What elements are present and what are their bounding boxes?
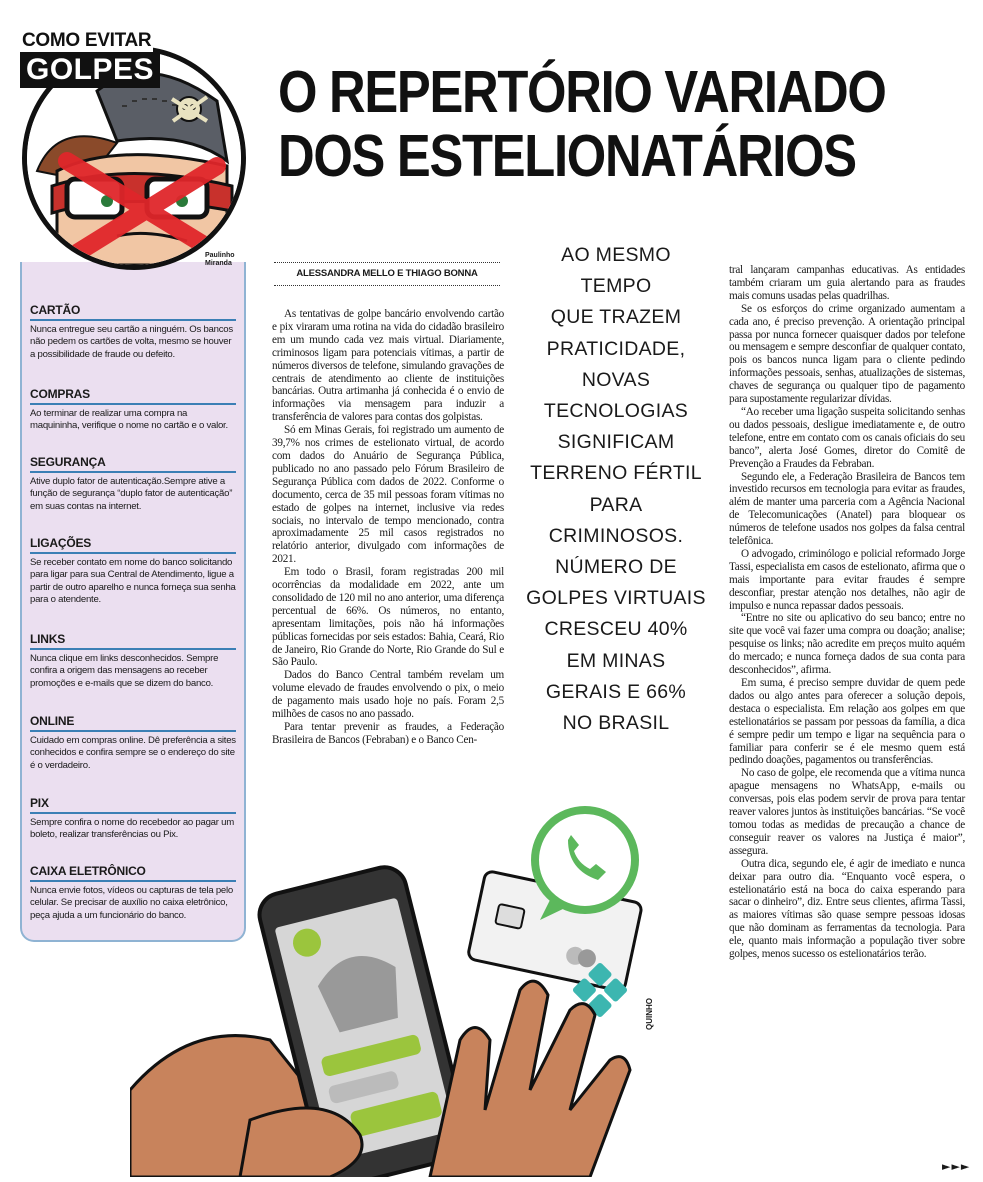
headline-line1: O REPERTÓRIO VARIADO — [278, 59, 886, 125]
tip-title: PIX — [30, 796, 236, 814]
pull-quote-line: EM MINAS — [566, 649, 666, 672]
tip-text: Ao terminar de realizar uma compra na maquininha, verifique o nome no cartão e o valor. — [30, 408, 228, 432]
tip-text: Cuidado em compras online. Dê preferência a sites conhecidos e confira sempre se o endereço do site é o verdadeiro. — [30, 735, 236, 771]
article-column-3 — [729, 264, 965, 961]
pull-quote-line: CRESCEU 40% — [544, 618, 688, 641]
paragraph: “Ao receber uma ligação suspeita solicitando senhas ou dados pessoais, desligue imediatamente e, de outro telefone, entre em contato com os canais oficiais do seu banco”, alerta José Gomes, diretor do Comitê de Prevenção a Fraudes da Febraban. — [729, 405, 965, 470]
tip-text: Sempre confira o nome do recebedor ao pagar um boleto, realizar transferências ou Pix. — [30, 817, 234, 841]
pull-quote — [518, 240, 714, 739]
tip-links — [30, 632, 236, 690]
continue-arrows-icon: ►►► — [942, 1160, 971, 1173]
tip-cartao — [30, 303, 236, 361]
pull-quote-line: SIGNIFICAM — [557, 431, 675, 454]
paragraph: Em suma, é preciso sempre duvidar de quem pede dados ou algo antes para oferecer a solução depois, destaca o especialista. Em relação aos golpes em que estelionatários se passam por pessoas da família, a dica é sempre pedir um tempo e ligar na sequência para o familiar para conferir se é ele mesmo quem está pedindo doações, pagamentos ou transferências. — [729, 677, 965, 767]
tip-seguranca — [30, 455, 236, 513]
tip-title: CAIXA ELETRÔNICO — [30, 864, 236, 882]
pull-quote-line: NÚMERO DE — [555, 556, 677, 579]
pull-quote-line: PARA — [589, 493, 643, 516]
tip-title: ONLINE — [30, 714, 236, 732]
pull-quote-line: GOLPES VIRTUAIS — [526, 587, 706, 610]
tip-title: LINKS — [30, 632, 236, 650]
paragraph: As tentativas de golpe bancário envolvendo cartão e pix viraram uma rotina na vida do cidadão brasileiro em um mundo cada vez mais virtual. Diariamente, criminosos ligam para potenciais vítimas, a partir de números diversos de telefone, simulando gravações de centrais de atendimento ao cliente de instituições bancárias. Outra artimanha já conhecida é o envio de informações via mensagem para induzir a transferência de valores para contas dos golpistas. — [272, 308, 504, 424]
pull-quote-line: TEMPO — [580, 275, 652, 298]
paragraph: tral lançaram campanhas educativas. As entidades também criaram um guia alertando para as fraudes mais comuns usadas pelas quadrilhas. — [729, 264, 965, 302]
pull-quote-line: TECNOLOGIAS — [543, 400, 689, 423]
tip-compras — [30, 387, 236, 433]
paragraph: Segundo ele, a Federação Brasileira de Bancos tem investido recursos em tecnologia para evitar as fraudes, além de manter uma parceria com a Agência Nacional de Telecomunicações (Anatel) para bloquear os números de telefone usados nos golpes da falsa central telefônica. — [729, 470, 965, 548]
illustrator-credit-line2: Miranda — [205, 260, 232, 267]
tip-text: Se receber contato em nome do banco solicitando para ligar para sua Central de Atendimento, ligue a partir de outro aparelho e nunca forneça sua senha para o atendente. — [30, 557, 236, 606]
pull-quote-line: QUE TRAZEM — [550, 306, 682, 329]
tip-online — [30, 714, 236, 772]
paragraph: Em todo o Brasil, foram registradas 200 mil ocorrências da modalidade em 2022, ante um consolidado de 120 mil no ano anterior, uma diferença percentual de 66%. Os números, no entanto, apresentam limitações, pois não há informações públicas fornecidas por seis estados: Bahia, Ceará, Rio de Janeiro, Rio Grande do Norte, Rio Grande do Sul e São Paulo. — [272, 566, 504, 669]
phone-scam-illustration — [130, 790, 730, 1177]
pull-quote-line: NOVAS — [581, 368, 651, 391]
headline-line2: DOS ESTELIONATÁRIOS — [278, 123, 856, 189]
pull-quote-line: NO BRASIL — [562, 712, 670, 735]
paragraph: Se os esforços do crime organizado aumentam a cada ano, é preciso prevenção. A orientação principal passa por nunca fornecer quaisquer dados por telefone ou mensagem e sempre desconfiar de qualquer contato, pois os bancos nunca ligam para o cliente pedindo informações pessoais, senhas, atualizações de sistemas, chaves de segurança ou qualquer tipo de pagamento para supostamente regularizar dívidas. — [729, 302, 965, 406]
tip-text: Nunca clique em links desconhecidos. Sempre confira a origem das mensagens ao receber promoções e e-mails que se dizem do banco. — [30, 653, 219, 689]
article-column-1 — [272, 308, 504, 747]
paragraph: Dados do Banco Central também revelam um volume elevado de fraudes envolvendo o pix, o meio de pagamento mais usado hoje no país. Foram 2,5 milhões de casos no ano passado. — [272, 669, 504, 721]
headline — [278, 59, 886, 189]
tip-title: SEGURANÇA — [30, 455, 236, 473]
tip-title: COMPRAS — [30, 387, 236, 405]
tip-text: Nunca envie fotos, vídeos ou capturas de tela pelo celular. Se precisar de auxílio no caixa eletrônico, peça ajuda a um funcionário do banco. — [30, 885, 233, 921]
tip-ligacoes — [30, 536, 236, 607]
pull-quote-line: PRATICIDADE, — [546, 337, 686, 360]
illustration-signature: QUINHO — [645, 998, 654, 1030]
paragraph: Outra dica, segundo ele, é agir de imediato e nunca deixar para outro dia. “Enquanto você espera, o estelionatário está na boca do caixa esperando para sacar o dinheiro”, diz. Entre seus clientes, afirma Tassi, as maiores vítimas são quase sempre pessoas idosas que não dominam as ferramentas da tecnologia. Para ele, quanto mais informação a população tiver sobre golpes, menos sucesso os estelionatários terão. — [729, 857, 965, 961]
pull-quote-line: TERRENO FÉRTIL — [530, 462, 702, 485]
pull-quote-line: AO MESMO — [561, 244, 671, 266]
paragraph: O advogado, criminólogo e policial reformado Jorge Tassi, especialista em casos de estelionato, afirma que o mais importante para evitar fraudes é sempre desconfiar, prestar atenção nos detalhes, não agir de impulso e nunca repassar dados pessoais. — [729, 547, 965, 612]
section-tag — [20, 30, 160, 88]
byline: ALESSANDRA MELLO E THIAGO BONNA — [274, 262, 500, 286]
illustrator-credit-line1: Paulinho — [205, 252, 235, 259]
section-tag-line2: GOLPES — [20, 52, 160, 88]
pull-quote-line: CRIMINOSOS. — [548, 524, 684, 547]
paragraph: Só em Minas Gerais, foi registrado um aumento de 39,7% nos crimes de estelionato virtual, de acordo com dados do Anuário de Segurança Pública, publicado no ano passado pelo Fórum Brasileiro de Segurança Pública com dados de 2022. Conforme o documento, cerca de 35 mil pessoas foram vítimas no estado de golpes na internet, inclusive via redes sociais, no intervalo de tempo mencionado, contra aproximadamente 25 mil casos registrados no relatório anterior, divulgado com informações de 2021. — [272, 424, 504, 566]
smartphone-hands-icon — [130, 790, 730, 1177]
paragraph: “Entre no site ou aplicativo do seu banco; entre no site que você vai fazer uma compra ou doação; analise; pesquise os links; não acredite em preços muito aquém do mercado; e nunca forneça dados de sua conta para desconhecidos”, afirma. — [729, 612, 965, 677]
paragraph: No caso de golpe, ele recomenda que a vítima nunca apague mensagens no WhatsApp, e-mails ou conversas, pois elas podem servir de prova para tentar reaver valores juntos às instituições bancárias. “Se você tomou todas as medidas de precaução a chance de conseguir reaver os valores na Justiça é maior”, assegura. — [729, 767, 965, 857]
tip-text: Nunca entregue seu cartão a ninguém. Os bancos não pedem os cartões de volta, mesmo se houver a possibilidade de fraude ou defeito. — [30, 324, 233, 360]
tip-title: CARTÃO — [30, 303, 236, 321]
tip-title: LIGAÇÕES — [30, 536, 236, 554]
illustrator-credit — [205, 252, 235, 268]
section-tag-line1: COMO EVITAR — [22, 30, 152, 51]
paragraph: Para tentar prevenir as fraudes, a Federação Brasileira de Bancos (Febraban) e o Banco Cen- — [272, 721, 504, 746]
pull-quote-line: GERAIS E 66% — [545, 680, 687, 703]
tip-text: Ative duplo fator de autenticação.Sempre ative a função de segurança “duplo fator de autenticação” em suas contas na internet. — [30, 476, 233, 512]
